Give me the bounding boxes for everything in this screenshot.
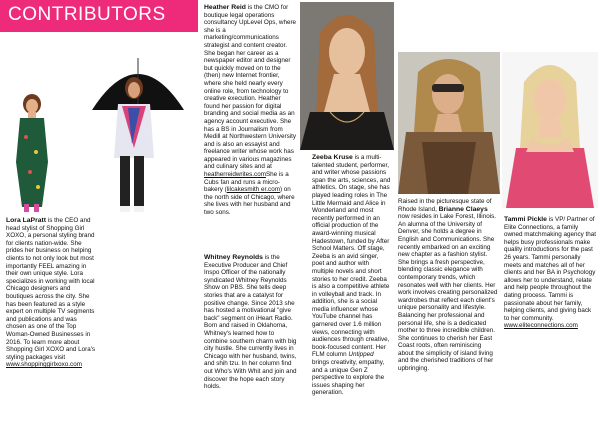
- lora-bio: [6, 217, 98, 369]
- page-title: CONTRIBUTORS: [8, 4, 166, 25]
- heather-bakery-link[interactable]: lilcakesmith er.com: [226, 186, 280, 194]
- lora-photo: [2, 92, 58, 214]
- heather-name: Heather Reid: [204, 4, 246, 11]
- lora-name: Lora LaPratt: [6, 217, 47, 224]
- heather-bio-text: is the CMO for boutique legal operations consultancy UpLevel Ops, where she is a marketing/communications strategist and content creator. She began her career as a newspaper editor and designer but quickly moved on to the (then) new Internet frontier, where she held nearly every online role, from technology to creative execution. Heather found her passion for digital branding and social media as an agency account executive. She has a BS in Journalism from Medill at Northwestern University and is also an essayist and freelance writer whose work has appeared in various magazines and culinary sites and at: [204, 4, 297, 171]
- section-title-bar: [0, 0, 198, 32]
- zeeba-bio: [312, 154, 392, 397]
- heather-bio-text-3: ) on the north side of Chicago, where she lives with her husband and two sons.: [204, 186, 295, 217]
- heather-website-link[interactable]: heatherreidwrites.com: [204, 171, 266, 179]
- brianne-photo: [398, 52, 500, 194]
- brianne-name: Brianne Claeys: [438, 205, 488, 213]
- heather-photo: [88, 48, 188, 218]
- whitney-bio-text: is the Executive Producer and Chief Inspo Officer of the nationally syndicated Whitney Reynolds Show on PBS. She tells deep stories that are a catalyst for positive change. Since 2013 she has hosted a motivational "give back" segment on iHeart Radio. Born and raised in Oklahoma, Whitney's learned how to combine southern charm with big city hustle. She currently lives in Chicago with her husband, twins, and shih tzu. In her column find out Who's With Whit and join and discover the hope each story holds.: [204, 254, 297, 391]
- zeeba-name: Zeeba Kruse: [312, 154, 353, 161]
- heather-bio: [204, 4, 298, 217]
- tammi-website-link[interactable]: www.eliteconnections.com: [504, 322, 578, 330]
- tammi-name: Tammi Pickle: [504, 216, 547, 223]
- tammi-bio: [504, 216, 598, 330]
- tammi-bio-text: is VP/ Partner of Elite Connections, a family owned matchmaking agency that helps busy professionals make quality introductions for the past 26 years. Tammi personally meets and matches all of her clients and her BA in Psychology allows her to understand, relate and help people throughout the dating process. Tammi is passionate about her family, helping clients, and giving back to her community.: [504, 216, 597, 322]
- brianne-intro: Raised in the picturesque state of Rhode Island,: [398, 198, 492, 213]
- zeeba-bio-text: is a multi-talented student, performer, and writer whose passions span the arts, sciences, and athletics. On stage, she has played leading roles in The Little Mermaid and Alice in Wonderland and most recently performed in an official production of the award-winning musical Hadestown, funded by After School Matters. Off stage, Zeeba is an avid singer, poet and author with multiple novels and short stories to her credit. Zeeba is also a competitive athlete in volleyball and track. In addition, she is a social media influencer whose YouTube channel has garnered over 1.6 million views, connecting with audiences through creative, book-focused content. Her FLM column: [312, 154, 391, 359]
- zeeba-column-name: Untipped: [348, 351, 374, 359]
- lora-website-link[interactable]: www.shoppinggirlxoxo.com: [6, 361, 82, 369]
- lora-bio-text: is the CEO and head stylist of Shopping Girl XOXO, a personal styling brand for clients nation-wide. She prides her business on helping clients to not only look but most importantly FEEL amazing in their own unique style. Lora specializes in working with local Chicago designers and boutiques across the city. She has been featured as a style expert on multiple TV segments and publications and was chosen as one of the Top Woman-Owned Businesses in 2016. To learn more about Shopping Girl XOXO and Lora's styling packages visit: [6, 217, 96, 361]
- brianne-bio: [398, 198, 498, 373]
- whitney-name: Whitney Reynolds: [204, 254, 263, 261]
- heather-bio-text-2: She is a Cubs fan and runs a micro-bakery (: [204, 171, 289, 194]
- brianne-bio-text: now resides in Lake Forest, Illinois. An alumna of the University of Denver, she holds a degree in English and Communications. She recently embarked on an exciting new chapter as a fashion stylist. She brings a fresh perspective, blending classic elegance with contemporary trends, which resonates well with her clients. Her work involves creating personalized wardrobes that reflect each client's unique personality and lifestyle. Balancing her professional and personal life, she is a dedicated mother to three incredible children. She continues to cherish her East Coast roots, often reminiscing about the simplicity of island living and the cherished traditions of her upbringing.: [398, 213, 498, 373]
- whitney-bio: [204, 254, 298, 391]
- zeeba-photo: [300, 2, 394, 150]
- tammi-photo: [502, 52, 598, 208]
- zeeba-bio-text-2: brings creativity, empathy, and a unique Gen Z perspective to explore the issues shaping her generation.: [312, 359, 385, 397]
